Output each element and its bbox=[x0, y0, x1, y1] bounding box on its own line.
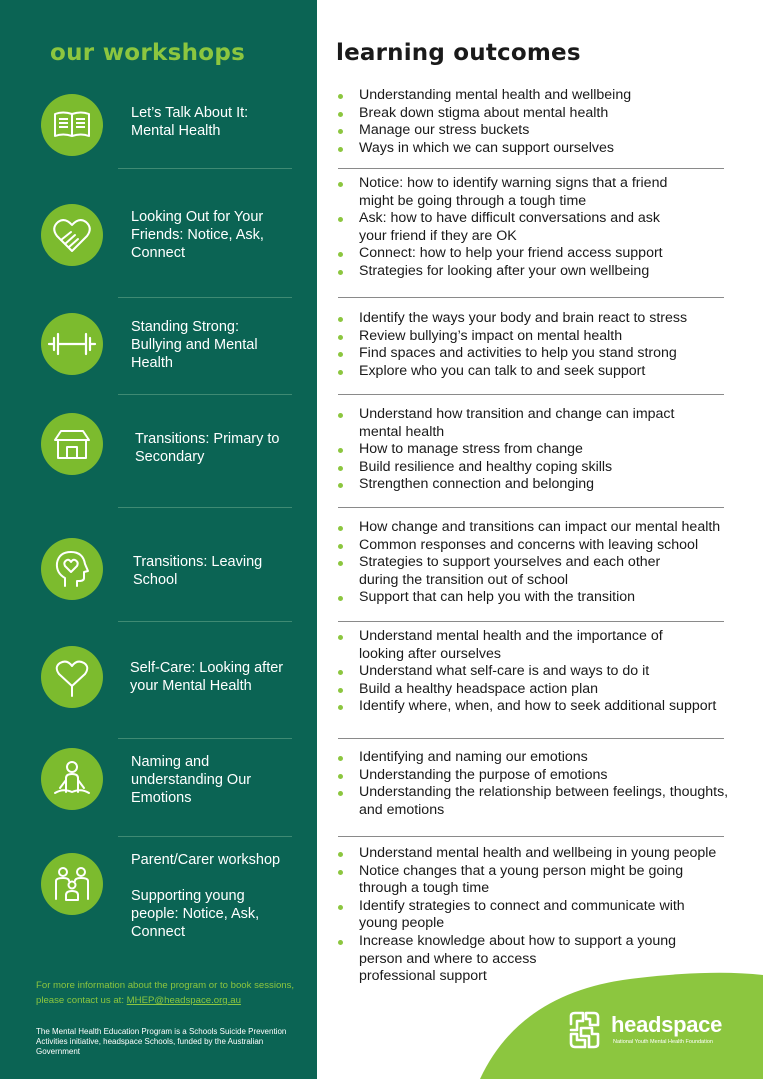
outcome-item: Build resilience and healthy coping skills bbox=[336, 459, 756, 477]
outcome-item: Build a healthy headspace action plan bbox=[336, 681, 756, 699]
divider bbox=[338, 297, 724, 298]
book-icon bbox=[41, 94, 103, 156]
outcome-item: Understand mental health and the importance of looking after ourselves bbox=[336, 628, 756, 663]
outcome-item: Identify where, when, and how to seek additional support bbox=[336, 698, 756, 716]
outcome-item: Identifying and naming our emotions bbox=[336, 749, 756, 767]
outcomes-list bbox=[336, 628, 756, 716]
outcomes-list bbox=[336, 406, 756, 494]
workshop-title: Transitions: Leaving School bbox=[133, 554, 263, 588]
outcomes-list bbox=[336, 87, 756, 157]
dumbbell-icon bbox=[41, 313, 103, 375]
outcome-item: Explore who you can talk to and seek support bbox=[336, 363, 756, 381]
contact-email-link[interactable]: MHEP@headspace.org.au bbox=[126, 995, 241, 1006]
divider bbox=[338, 168, 724, 169]
school-building-icon bbox=[41, 413, 103, 475]
outcome-item: Strengthen connection and belonging bbox=[336, 476, 756, 494]
headspace-tagline: National Youth Mental Health Foundation bbox=[613, 1039, 713, 1045]
workshop-title: Transitions: Primary to Secondary bbox=[135, 431, 280, 465]
outcome-item: Review bullying’s impact on mental health bbox=[336, 328, 756, 346]
funding-note: The Mental Health Education Program is a Schools Suicide Prevention Activities initiative, headspace Schools, funded by the Australian Government bbox=[36, 1027, 287, 1056]
outcome-item: How to manage stress from change bbox=[336, 441, 756, 459]
outcome-item: Understand what self-care is and ways to do it bbox=[336, 663, 756, 681]
outcome-item: Support that can help you with the transition bbox=[336, 589, 756, 607]
outcome-item: How change and transitions can impact our mental health bbox=[336, 519, 756, 537]
outcome-item: Notice: how to identify warning signs that a friend might be going through a tough time bbox=[336, 175, 756, 210]
divider bbox=[118, 168, 292, 169]
divider bbox=[118, 394, 292, 395]
divider bbox=[118, 621, 292, 622]
outcomes-heading: learning outcomes bbox=[336, 40, 581, 66]
workshop-title: Standing Strong: Bullying and Mental Health bbox=[131, 319, 258, 371]
workshops-heading: our workshops bbox=[50, 40, 246, 66]
divider bbox=[338, 507, 724, 508]
outcome-item: Ways in which we can support ourselves bbox=[336, 140, 756, 158]
outcome-item: Identify strategies to connect and communicate with young people bbox=[336, 898, 756, 933]
divider bbox=[338, 738, 724, 739]
outcomes-list bbox=[336, 749, 756, 819]
outcomes-list bbox=[336, 310, 756, 380]
outcome-item: Common responses and concerns with leaving school bbox=[336, 537, 756, 555]
outcome-item: Understand mental health and wellbeing in young people bbox=[336, 845, 756, 863]
divider bbox=[118, 738, 292, 739]
workshop-title: Let’s Talk About It: Mental Health bbox=[131, 105, 249, 139]
head-heart-icon bbox=[41, 538, 103, 600]
workshop-title: Parent/Carer workshop Supporting young people: Notice, Ask, Connect bbox=[131, 852, 281, 940]
outcome-item: Increase knowledge about how to support a young person and where to access professional support bbox=[336, 933, 756, 986]
divider bbox=[118, 297, 292, 298]
meditation-icon bbox=[41, 748, 103, 810]
outcome-item: Understanding the relationship between feelings, thoughts, and emotions bbox=[336, 784, 756, 819]
outcome-item: Connect: how to help your friend access support bbox=[336, 245, 756, 263]
headspace-logo bbox=[567, 1010, 737, 1052]
divider bbox=[338, 394, 724, 395]
outcome-item: Understand how transition and change can impact mental health bbox=[336, 406, 756, 441]
outcome-item: Break down stigma about mental health bbox=[336, 105, 756, 123]
heart-hands-icon bbox=[41, 204, 103, 266]
divider bbox=[118, 836, 292, 837]
divider bbox=[118, 507, 292, 508]
workshop-title: Naming and understanding Our Emotions bbox=[131, 754, 252, 806]
workshop-title: Self-Care: Looking after your Mental Health bbox=[130, 660, 284, 694]
outcome-item: Notice changes that a young person might be going through a tough time bbox=[336, 863, 756, 898]
contact-text: For more information about the program or to book sessions, please contact us at: bbox=[36, 980, 295, 1006]
headspace-mark-icon bbox=[567, 1010, 607, 1050]
outcome-item: Manage our stress buckets bbox=[336, 122, 756, 140]
divider bbox=[338, 621, 724, 622]
outcomes-list bbox=[336, 175, 756, 281]
outcome-item: Ask: how to have difficult conversations and ask your friend if they are OK bbox=[336, 210, 756, 245]
family-icon bbox=[41, 853, 103, 915]
outcome-item: Strategies for looking after your own wellbeing bbox=[336, 263, 756, 281]
outcome-item: Strategies to support yourselves and each other during the transition out of school bbox=[336, 554, 756, 589]
outcome-item: Find spaces and activities to help you stand strong bbox=[336, 345, 756, 363]
outcome-item: Understanding the purpose of emotions bbox=[336, 767, 756, 785]
heart-balloon-icon bbox=[41, 646, 103, 708]
contact-info bbox=[36, 978, 316, 1008]
divider bbox=[338, 836, 724, 837]
outcome-item: Identify the ways your body and brain react to stress bbox=[336, 310, 756, 328]
workshop-title: Looking Out for Your Friends: Notice, Ask, Connect bbox=[131, 209, 264, 261]
outcomes-list bbox=[336, 519, 756, 607]
headspace-wordmark: headspace bbox=[611, 1012, 723, 1037]
outcome-item: Understanding mental health and wellbeing bbox=[336, 87, 756, 105]
